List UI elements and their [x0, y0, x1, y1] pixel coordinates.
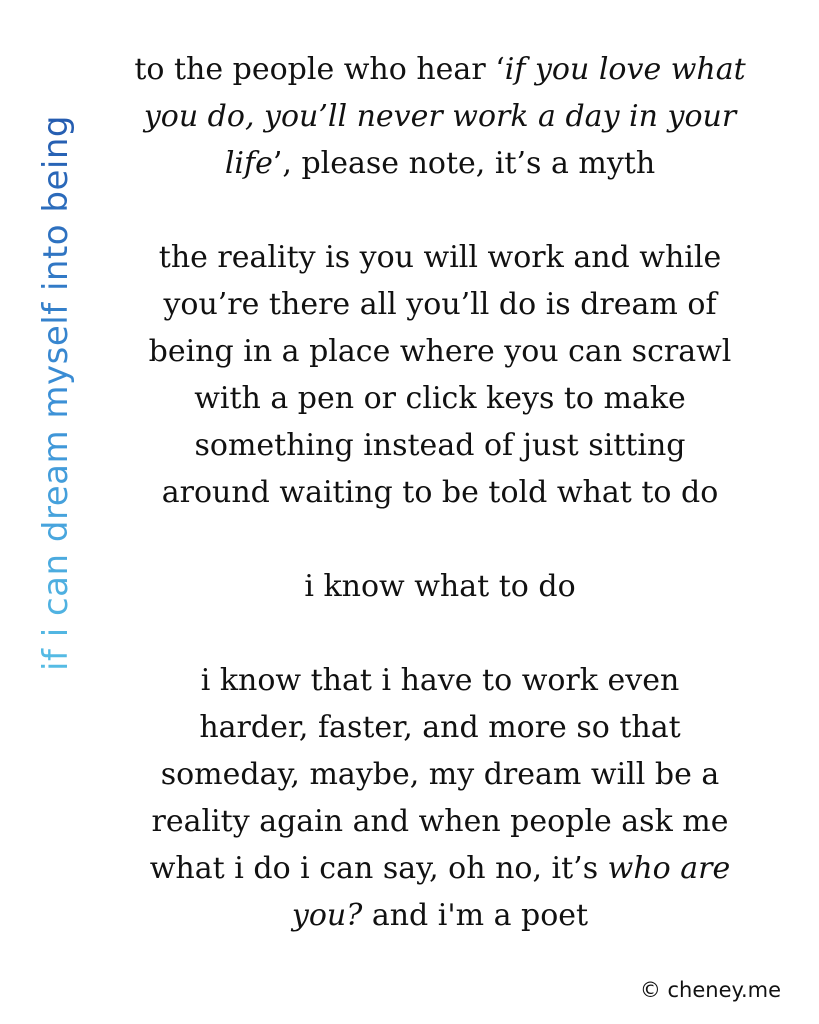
poem-line: you do, you’ll never work a day in your: [143, 99, 737, 134]
side-title: if i can dream myself into being: [33, 48, 79, 738]
poem-line: [105, 892, 775, 939]
poem-italic-text: life: [224, 146, 273, 181]
poem-line: harder, faster, and more so that: [199, 710, 681, 745]
poem-line: you’re there all you’ll do is dream of: [163, 287, 717, 322]
poem-italic-text: if you love what: [504, 52, 746, 87]
poem-text: ’, please note, it’s a myth: [272, 146, 656, 181]
poem-line: i know that i have to work even: [200, 663, 680, 698]
poem-line: [105, 845, 775, 892]
poem-text: to the people who hear ‘: [134, 52, 505, 87]
poem-line: someday, maybe, my dream will be a: [160, 757, 720, 792]
poem-line: reality again and when people ask me: [151, 804, 729, 839]
poem-line: i know what to do: [304, 569, 576, 604]
poem-text: what i do i can say, oh no, it’s: [149, 851, 608, 886]
poem-italic-text: who are: [607, 851, 731, 886]
stanza-4: [105, 657, 775, 939]
poem: [105, 46, 775, 939]
copyright-notice: © cheney.me: [639, 978, 781, 1002]
poem-line: being in a place where you can scrawl: [148, 334, 732, 369]
poem-line: [105, 46, 775, 93]
poem-line: with a pen or click keys to make: [194, 381, 686, 416]
poem-italic-text: you?: [291, 898, 363, 933]
poem-line: the reality is you will work and while: [158, 240, 722, 275]
poem-line: something instead of just sitting: [194, 428, 686, 463]
stanza-1: [105, 46, 775, 187]
stanza-3: [105, 563, 775, 610]
poem-text: and i'm a poet: [362, 898, 589, 933]
stanza-2: [105, 234, 775, 516]
poem-line: [105, 140, 775, 187]
poem-line: around waiting to be told what to do: [161, 475, 719, 510]
